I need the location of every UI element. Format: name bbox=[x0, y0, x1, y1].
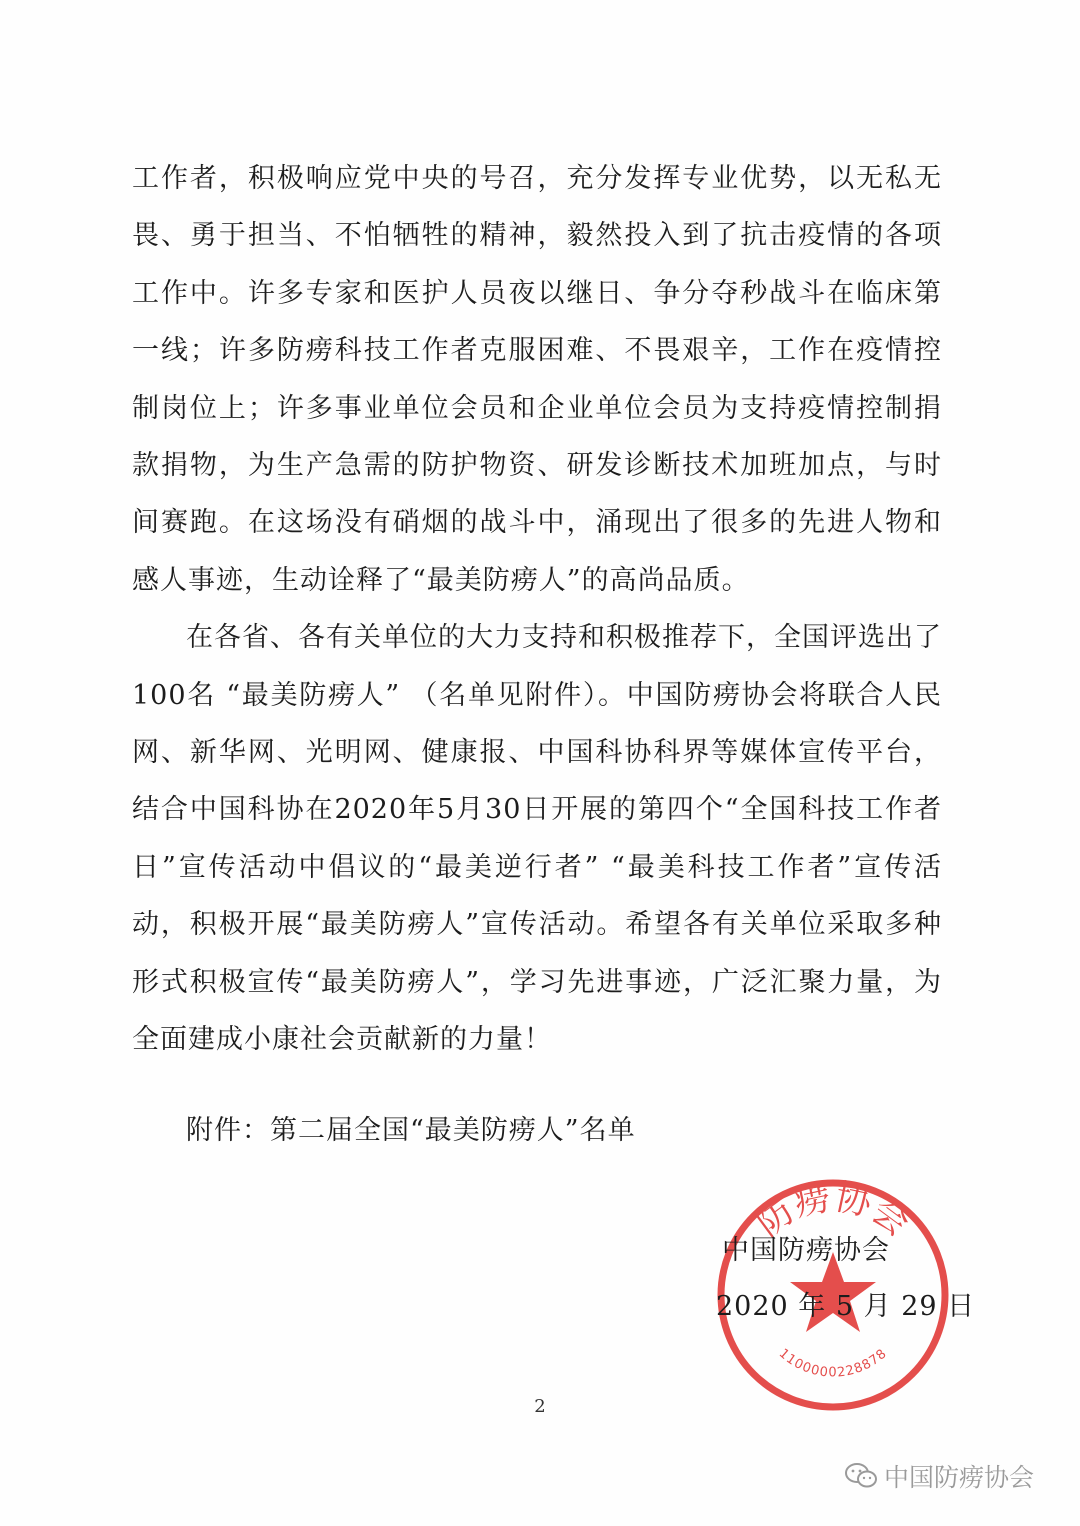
paragraph-1: 工作者，积极响应党中央的号召，充分发挥专业优势，以无私无畏、勇于担当、不怕牺牲的精神，毅然投入到了抗击疫情的各项工作中。许多专家和医护人员夜以继日、争分夺秒战斗在临床第一线；许多防痨科技工作者克服困难、不畏艰辛，工作在疫情控制岗位上；许多事业单位会员和企业单位会员为支持疫情控制捐款捐物，为生产急需的防护物资、研发诊断技术加班加点，与时间赛跑。在这场没有硝烟的战斗中，涌现出了很多的先进人物和感人事迹，生动诠释了“最美防痨人”的高尚品质。 bbox=[132, 163, 942, 596]
page-number: 2 bbox=[534, 1396, 546, 1417]
seal-number: 1100000228878 bbox=[775, 1346, 891, 1381]
signature-org: 中国防痨协会 bbox=[722, 1235, 890, 1266]
paragraph-2: 在各省、各有关单位的大力支持和积极推荐下，全国评选出了100名 “最美防痨人” （名单见附件）。中国防痨协会将联合人民网、新华网、光明网、健康报、中国科协科界等媒体宣传平台，结合中国科协在2020年5月30日开展的第四个“全国科技工作者日”宣传活动中倡议的“最美逆行者” “最美科技工作者”宣传活动，积极开展“最美防痨人”宣传活动。希望各有关单位采取多种形式积极宣传“最美防痨人”，学习先进事迹，广泛汇聚力量，为全面建成小康社会贡献新的力量！ bbox=[132, 622, 942, 1056]
signature-date: 2020 年 5 月 29 日 bbox=[716, 1291, 976, 1322]
svg-text:1100000228878 bbox=[776, 1346, 891, 1380]
svg-text:防痨协会: 防痨协会 bbox=[748, 1176, 918, 1245]
watermark-text: 中国防痨协会 bbox=[884, 1463, 1035, 1492]
body-text bbox=[132, 150, 942, 1069]
watermark bbox=[844, 1458, 1034, 1494]
attachment-line: 附件：第二届全国“最美防痨人”名单 bbox=[186, 1115, 636, 1146]
wechat-icon bbox=[844, 1461, 878, 1491]
